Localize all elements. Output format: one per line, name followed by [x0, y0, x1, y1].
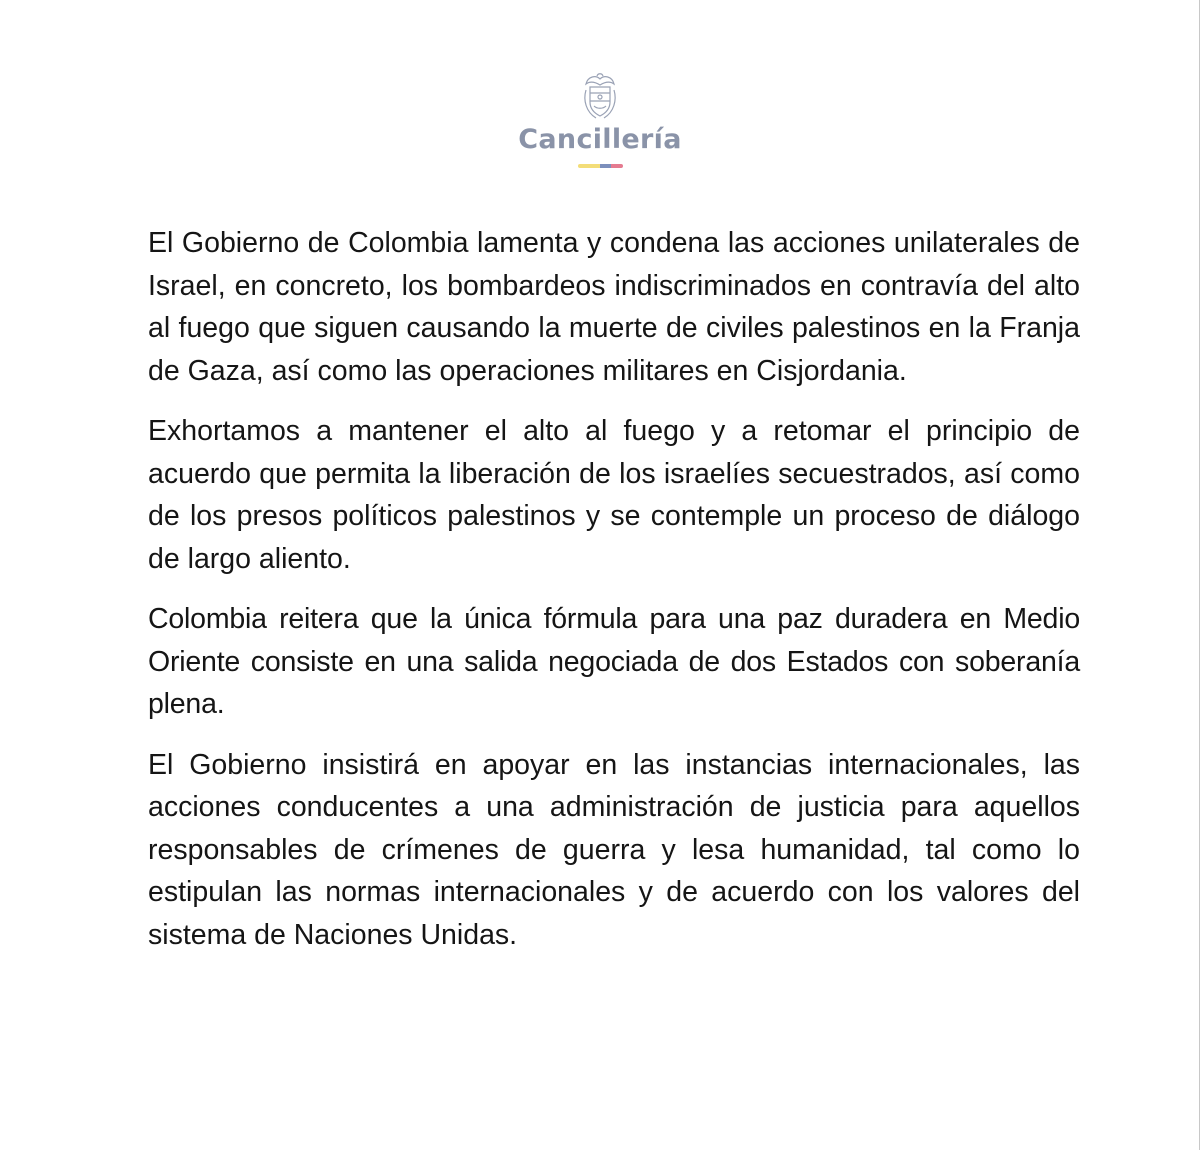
letterhead [0, 72, 1200, 168]
colombia-flag-bar [578, 164, 623, 168]
flag-red-stripe [611, 164, 623, 168]
brand-name: Cancillería [518, 124, 682, 155]
paragraph-two-state-solution: Colombia reitera que la única fórmula para una paz duradera en Medio Oriente consiste en una salida negociada de dos Estados con soberanía plena. [148, 603, 1080, 720]
paragraph-condemnation: El Gobierno de Colombia lamenta y condena las acciones unilaterales de Israel, en concreto, los bombardeos indiscriminados en contravía del alto al fuego que siguen causando la muerte de civiles palestinos en la Franja de Gaza, así como las operaciones militares en Cisjordania. [148, 227, 1080, 387]
paragraph-ceasefire-exhortation: Exhortamos a mantener el alto al fuego y a retomar el principio de acuerdo que permita la liberación de los israelíes secuestrados, así como de los presos políticos palestinos y se contemple un proceso de diálogo de largo aliento. [148, 415, 1080, 575]
flag-yellow-stripe [578, 164, 600, 168]
paragraph-international-justice: El Gobierno insistirá en apoyar en las instancias internacionales, las acciones conducentes a una administración de justicia para aquellos responsables de crímenes de guerra y lesa humanidad, tal como lo estipulan las normas internacionales y de acuerdo con los valores del sistema de Naciones Unidas. [148, 748, 1080, 951]
statement-body [148, 222, 1080, 974]
colombia-coat-of-arms-icon [580, 72, 620, 122]
flag-blue-stripe [600, 164, 611, 168]
